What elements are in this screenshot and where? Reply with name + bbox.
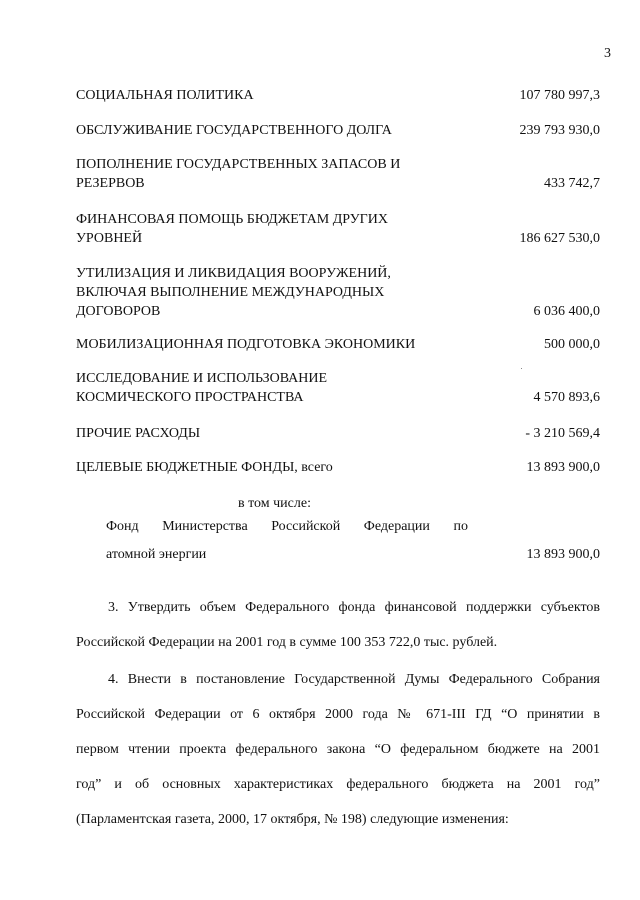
row-label: ПРОЧИЕ РАСХОДЫ bbox=[76, 426, 201, 441]
budget-row-debt-service bbox=[76, 121, 600, 140]
budget-row-space-research bbox=[76, 369, 600, 407]
paragraph-4-line5: (Парламентская газета, 2000, 17 октября, № 198) следующие изменения: bbox=[76, 812, 509, 827]
row-label: УТИЛИЗАЦИЯ И ЛИКВИДАЦИЯ ВООРУЖЕНИЙ, ВКЛЮЧАЯ ВЫПОЛНЕНИЕ МЕЖДУНАРОДНЫХ ДОГОВОРОВ bbox=[76, 266, 391, 319]
row-value: 239 793 930,0 bbox=[519, 123, 600, 138]
paragraph-4-line1: 4. Внести в постановление Государственной Думы Федерального Собрания bbox=[108, 672, 600, 687]
row-value: 6 036 400,0 bbox=[533, 304, 600, 319]
fund-name-line1 bbox=[106, 519, 468, 535]
row-value: 500 000,0 bbox=[544, 337, 600, 352]
fund-name-line2: атомной энергии bbox=[106, 547, 207, 562]
fund-word: по bbox=[453, 519, 468, 534]
row-value: 13 893 900,0 bbox=[526, 460, 600, 475]
fund-word: Фонд bbox=[106, 519, 139, 534]
fund-word: Министерства bbox=[162, 519, 248, 534]
paragraph-3-line1: 3. Утвердить объем Федерального фонда финансовой поддержки субъектов bbox=[108, 600, 600, 615]
row-label: ФИНАНСОВАЯ ПОМОЩЬ БЮДЖЕТАМ ДРУГИХ УРОВНЕЙ bbox=[76, 212, 388, 246]
budget-row-mobilization bbox=[76, 335, 600, 354]
row-label: СОЦИАЛЬНАЯ ПОЛИТИКА bbox=[76, 88, 254, 103]
row-label: ОБСЛУЖИВАНИЕ ГОСУДАРСТВЕННОГО ДОЛГА bbox=[76, 123, 392, 138]
row-value: 186 627 530,0 bbox=[519, 231, 600, 246]
budget-row-social-policy bbox=[76, 86, 600, 105]
row-label: ПОПОЛНЕНИЕ ГОСУДАРСТВЕННЫХ ЗАПАСОВ И РЕЗЕРВОВ bbox=[76, 157, 401, 191]
fund-word: Российской bbox=[271, 519, 341, 534]
budget-row-other-expenses bbox=[76, 424, 600, 443]
budget-row-financial-aid bbox=[76, 210, 600, 248]
row-label: ЦЕЛЕВЫЕ БЮДЖЕТНЫЕ ФОНДЫ, всего bbox=[76, 460, 333, 475]
fund-value: 13 893 900,0 bbox=[526, 547, 600, 562]
budget-row-state-reserves bbox=[76, 155, 600, 193]
including-label: в том числе: bbox=[238, 496, 311, 511]
fund-word: Федерации bbox=[363, 519, 430, 534]
budget-row-target-funds bbox=[76, 458, 600, 477]
page-number: 3 bbox=[604, 46, 611, 61]
fund-row-atomic-energy bbox=[76, 545, 600, 564]
paragraph-4-line4: год” и об основных характеристиках федерального бюджета на 2001 год” bbox=[76, 777, 600, 792]
row-value: 4 570 893,6 bbox=[533, 390, 600, 405]
row-value: 107 780 997,3 bbox=[519, 88, 600, 103]
budget-row-weapons-disposal bbox=[76, 264, 600, 321]
paragraph-3-line2: Российской Федерации на 2001 год в сумме 100 353 722,0 тыс. рублей. bbox=[76, 635, 498, 650]
paragraph-4-line2: Российской Федерации от 6 октября 2000 года № 671-III ГД “О принятии в bbox=[76, 707, 600, 722]
row-label: МОБИЛИЗАЦИОННАЯ ПОДГОТОВКА ЭКОНОМИКИ bbox=[76, 337, 416, 352]
paragraph-4-line3: первом чтении проекта федерального закона “О федеральном бюджете на 2001 bbox=[76, 742, 600, 757]
row-label: ИССЛЕДОВАНИЕ И ИСПОЛЬЗОВАНИЕ КОСМИЧЕСКОГО ПРОСТРАНСТВА bbox=[76, 371, 328, 405]
row-value: - 3 210 569,4 bbox=[525, 426, 600, 441]
row-value: 433 742,7 bbox=[544, 176, 600, 191]
